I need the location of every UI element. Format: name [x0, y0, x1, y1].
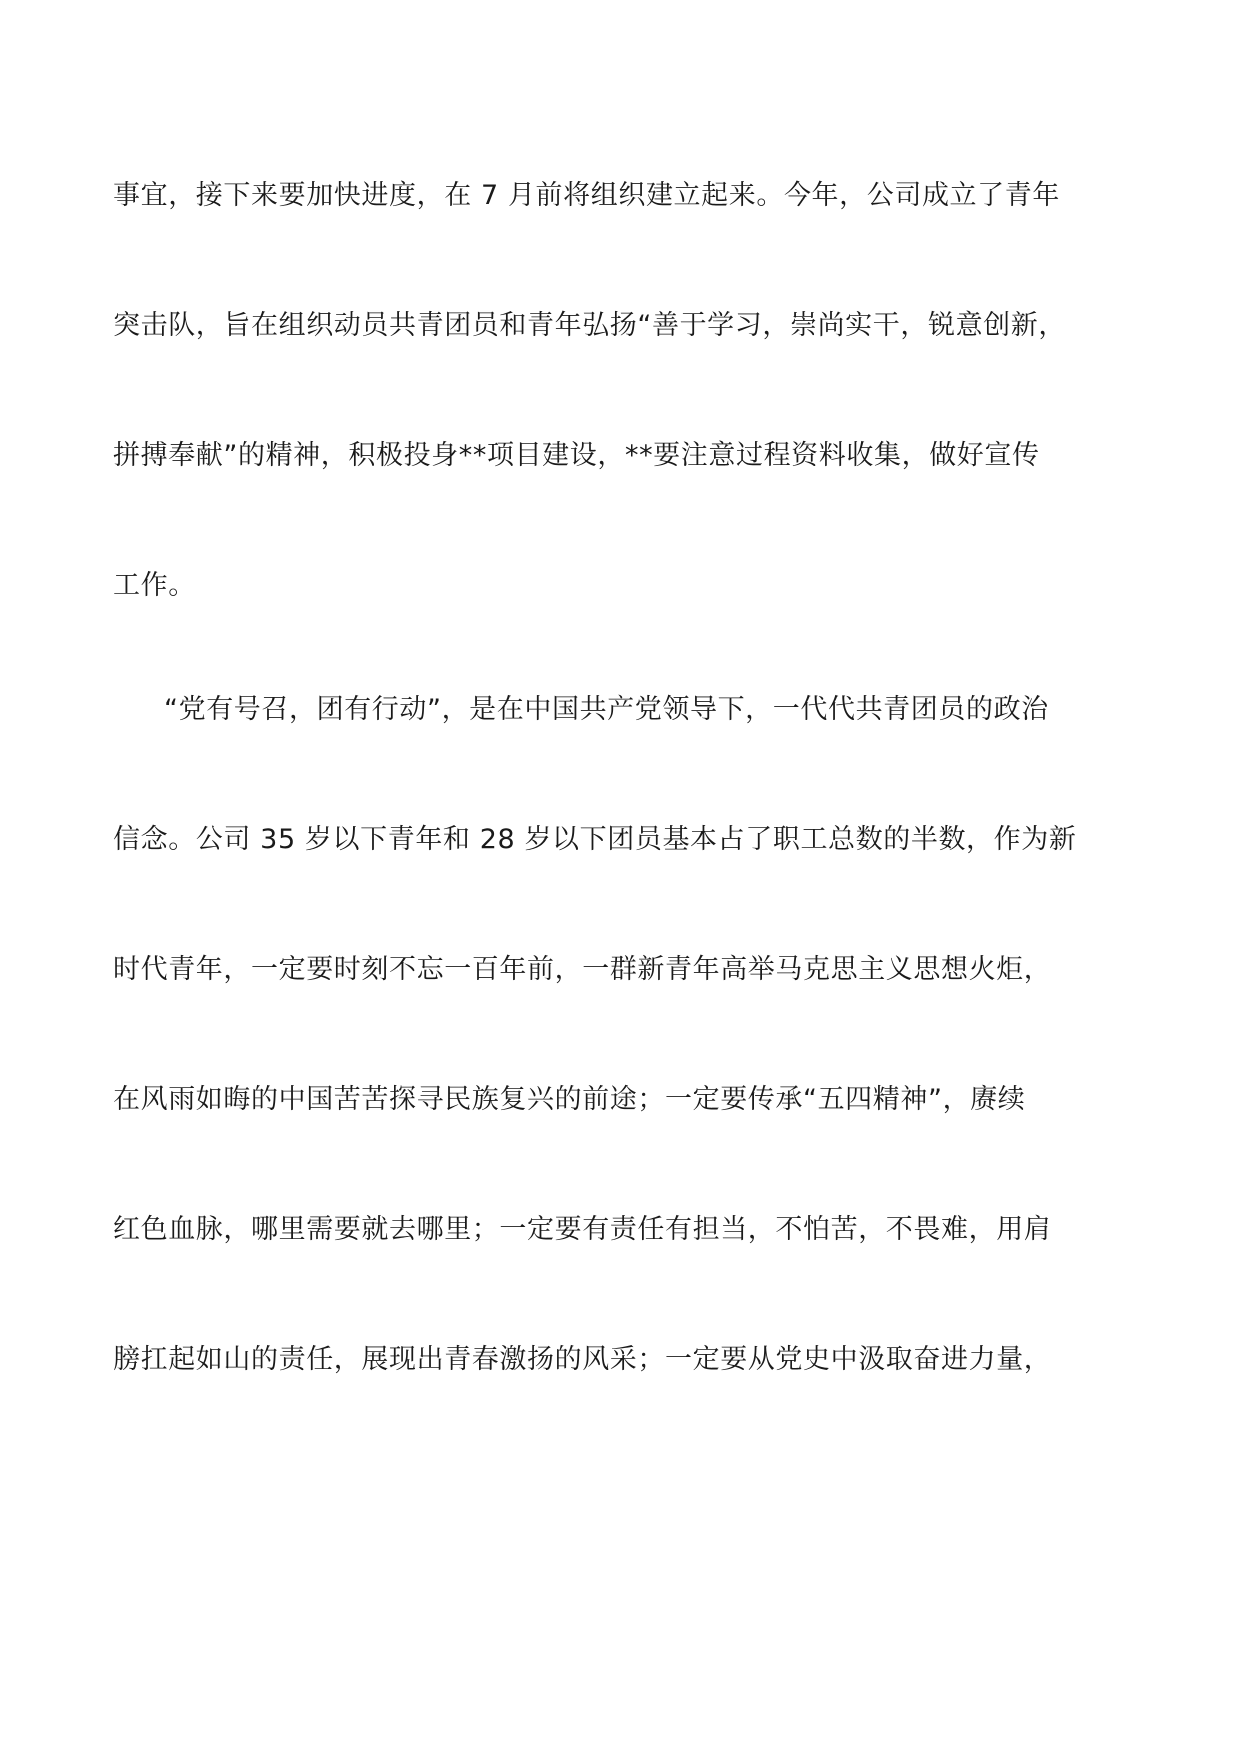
paragraph-2-line-2: 信念。公司 35 岁以下青年和 28 岁以下团员基本占了职工总数的半数，作为新 [113, 824, 1077, 855]
paragraph-1-line-3: 拼搏奉献”的精神，积极投身**项目建设，**要注意过程资料收集，做好宣传 [113, 440, 1040, 471]
paragraph-1-line-1: 事宜，接下来要加快进度，在 7 月前将组织建立起来。今年，公司成立了青年 [113, 180, 1060, 211]
paragraph-2-line-6: 膀扛起如山的责任，展现出青春激扬的风采；一定要从党史中汲取奋进力量， [113, 1344, 1052, 1375]
paragraph-2-line-1: “党有号召，团有行动”，是在中国共产党领导下，一代代共青团员的政治 [164, 694, 1049, 725]
paragraph-1-line-4: 工作。 [113, 570, 196, 601]
paragraph-2-line-5: 红色血脉，哪里需要就去哪里；一定要有责任有担当，不怕苦，不畏难，用肩 [113, 1214, 1052, 1245]
paragraph-1-line-2: 突击队，旨在组织动员共青团员和青年弘扬“善于学习，崇尚实干，锐意创新， [113, 310, 1066, 341]
paragraph-2-line-4: 在风雨如晦的中国苦苦探寻民族复兴的前途；一定要传承“五四精神”，赓续 [113, 1084, 1026, 1115]
paragraph-2-line-3: 时代青年，一定要时刻不忘一百年前，一群新青年高举马克思主义思想火炬， [113, 954, 1052, 985]
